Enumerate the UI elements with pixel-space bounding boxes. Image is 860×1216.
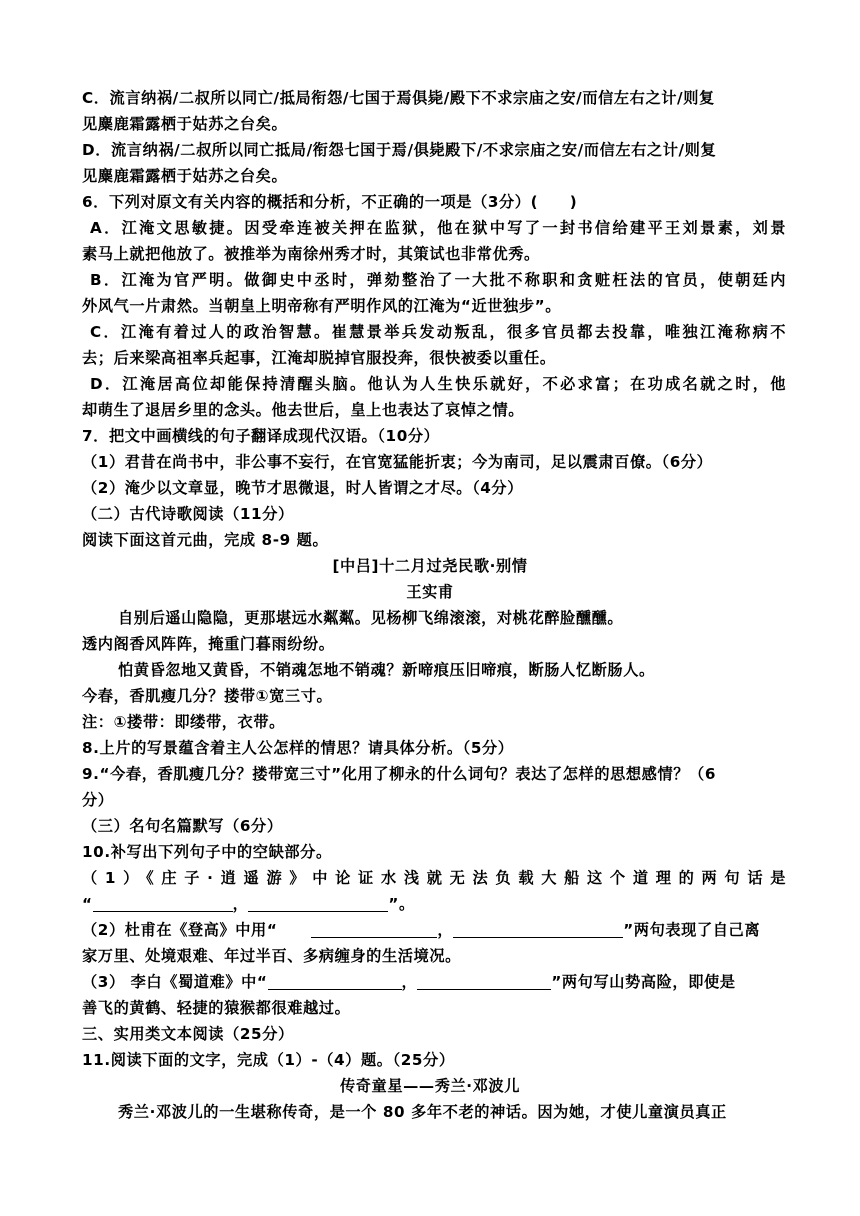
q5-option-c-line2: 见麋鹿霜露栖于姑苏之台矣。	[82, 115, 288, 133]
q10-2-blank-2[interactable]	[453, 921, 623, 938]
q10-stem: 10.补写出下列句子中的空缺部分。	[82, 843, 332, 861]
q6-option-b-line1: B．江淹为官严明。做御史中丞时，弹劾整治了一大批不称职和贪赃枉法的官员，使朝廷内	[90, 271, 786, 289]
q10-3-comma: ，	[401, 973, 418, 991]
q10-3-blank-1[interactable]	[268, 973, 402, 990]
q7-stem: 7．把文中画横线的句子翻译成现代汉语。（10分）	[82, 427, 440, 445]
q10-3-blank-2[interactable]	[417, 973, 551, 990]
q10-1-line2	[82, 891, 786, 917]
q6-stem: 6．下列对原文有关内容的概括和分析，不正确的一项是（3分）( )	[82, 193, 578, 211]
section-3-heading: （三）名句名篇默写（6分）	[82, 817, 283, 835]
q6-option-c-line2: 去；后来梁高祖率兵起事，江淹却脱掉官服投奔，很快被委以重任。	[82, 349, 556, 367]
poem-author: 王实甫	[406, 583, 454, 601]
part-3-heading: 三、实用类文本阅读（25分）	[82, 1025, 294, 1043]
q10-3-prefix: （3） 李白《蜀道难》中“	[82, 973, 268, 991]
q10-1-close-quote: ”。	[388, 895, 415, 913]
section-2-heading: （二）古代诗歌阅读（11分）	[82, 505, 294, 523]
poem-line-3: 怕黄昏忽地又黄昏，不销魂怎地不销魂？新啼痕压旧啼痕，断肠人忆断肠人。	[118, 661, 655, 679]
poem-line-1: 自别后遥山隐隐，更那堪远水粼粼。见杨柳飞绵滚滚，对桃花醉脸醺醺。	[118, 609, 624, 627]
q6-option-c-line1: C．江淹有着过人的政治智慧。崔慧景举兵发动叛乱，很多官员都去投靠，唯独江淹称病不	[90, 323, 786, 341]
q10-1-blank-1[interactable]	[93, 895, 233, 912]
q10-2-line2: 家万里、处境艰难、年过半百、多病缠身的生活境况。	[82, 947, 461, 965]
q5-option-c-line1: C．流言纳祸/二叔所以同亡/抵局衔怨/七国于焉俱毙/殿下不求宗庙之安/而信左右之计/则复	[82, 89, 715, 107]
q11-stem: 11.阅读下面的文字，完成（1）-（4）题。（25分）	[82, 1051, 455, 1069]
q9-line1: 9.“今春，香肌瘦几分？搂带宽三寸”化用了柳永的什么词句？表达了怎样的思想感情？（6	[82, 765, 717, 783]
q10-2-blank-1[interactable]	[311, 921, 437, 938]
poem-title: [中吕]十二月过尧民歌·别情	[332, 557, 528, 575]
q6-option-d-line2: 却萌生了退居乡里的念头。他去世后，皇上也表达了哀悼之情。	[82, 401, 525, 419]
q10-2-suffix: ”两句表现了自己离	[623, 921, 761, 939]
q6-option-b-line2: 外风气一片肃然。当朝皇上明帝称有严明作风的江淹为“近世独步”。	[82, 297, 562, 315]
poem-note: 注：①搂带：即缕带，衣带。	[82, 713, 285, 731]
q6-option-a-line2: 素马上就把他放了。被推举为南徐州秀才时，其策试也非常优秀。	[82, 245, 540, 263]
section-2-intro: 阅读下面这首元曲，完成 8-9 题。	[82, 531, 329, 549]
q10-1-open-quote: “	[82, 895, 93, 913]
q10-2-comma: ，	[437, 921, 454, 939]
q10-2-line1	[82, 917, 786, 943]
q10-2-prefix: （2）杜甫在《登高》中用“	[82, 921, 278, 939]
q5-option-d-line1: D．流言纳祸/二叔所以同亡抵局/衔怨七国于焉/俱毙殿下/不求宗庙之安/而信左右之计/则复	[82, 141, 717, 159]
poem-line-4: 今春，香肌瘦几分？搂带①宽三寸。	[82, 687, 333, 705]
q5-option-d-line2: 见麋鹿霜露栖于姑苏之台矣。	[82, 167, 288, 185]
q7-sentence-2: （2）淹少以文章显，晚节才思微退，时人皆谓之才尽。（4分）	[82, 479, 523, 497]
article-body-line1: 秀兰·邓波儿的一生堪称传奇，是一个 80 多年不老的神话。因为她，才使儿童演员真正	[118, 1103, 727, 1121]
poem-line-2: 透内阁香风阵阵，掩重门暮雨纷纷。	[82, 635, 335, 653]
q10-1-line1: （1）《庄子·逍遥游》中论证水浅就无法负载大船这个道理的两句话是	[82, 869, 786, 887]
q9-line2: 分）	[82, 791, 114, 809]
q10-1-blank-2[interactable]	[248, 895, 388, 912]
q7-sentence-1: （1）君昔在尚书中，非公事不妄行，在官宽猛能折衷；今为南司，足以震肃百僚。（6分）	[82, 453, 713, 471]
q6-option-a-line1: A．江淹文思敏捷。因受牵连被关押在监狱，他在狱中写了一封书信给建平王刘景素，刘景	[90, 219, 786, 237]
q10-1-comma: ，	[232, 895, 249, 913]
article-title: 传奇童星——秀兰·邓波儿	[339, 1077, 521, 1095]
q10-3-line1	[82, 969, 786, 995]
q6-option-d-line1: D．江淹居高位却能保持清醒头脑。他认为人生快乐就好，不必求富；在功成名就之时，他	[90, 375, 786, 393]
q10-3-line2: 善飞的黄鹤、轻捷的猿猴都很难越过。	[82, 999, 351, 1017]
q10-3-suffix: ”两句写山势高险，即使是	[551, 973, 736, 991]
q8-stem: 8.上片的写景蕴含着主人公怎样的情思？请具体分析。（5分）	[82, 739, 514, 757]
